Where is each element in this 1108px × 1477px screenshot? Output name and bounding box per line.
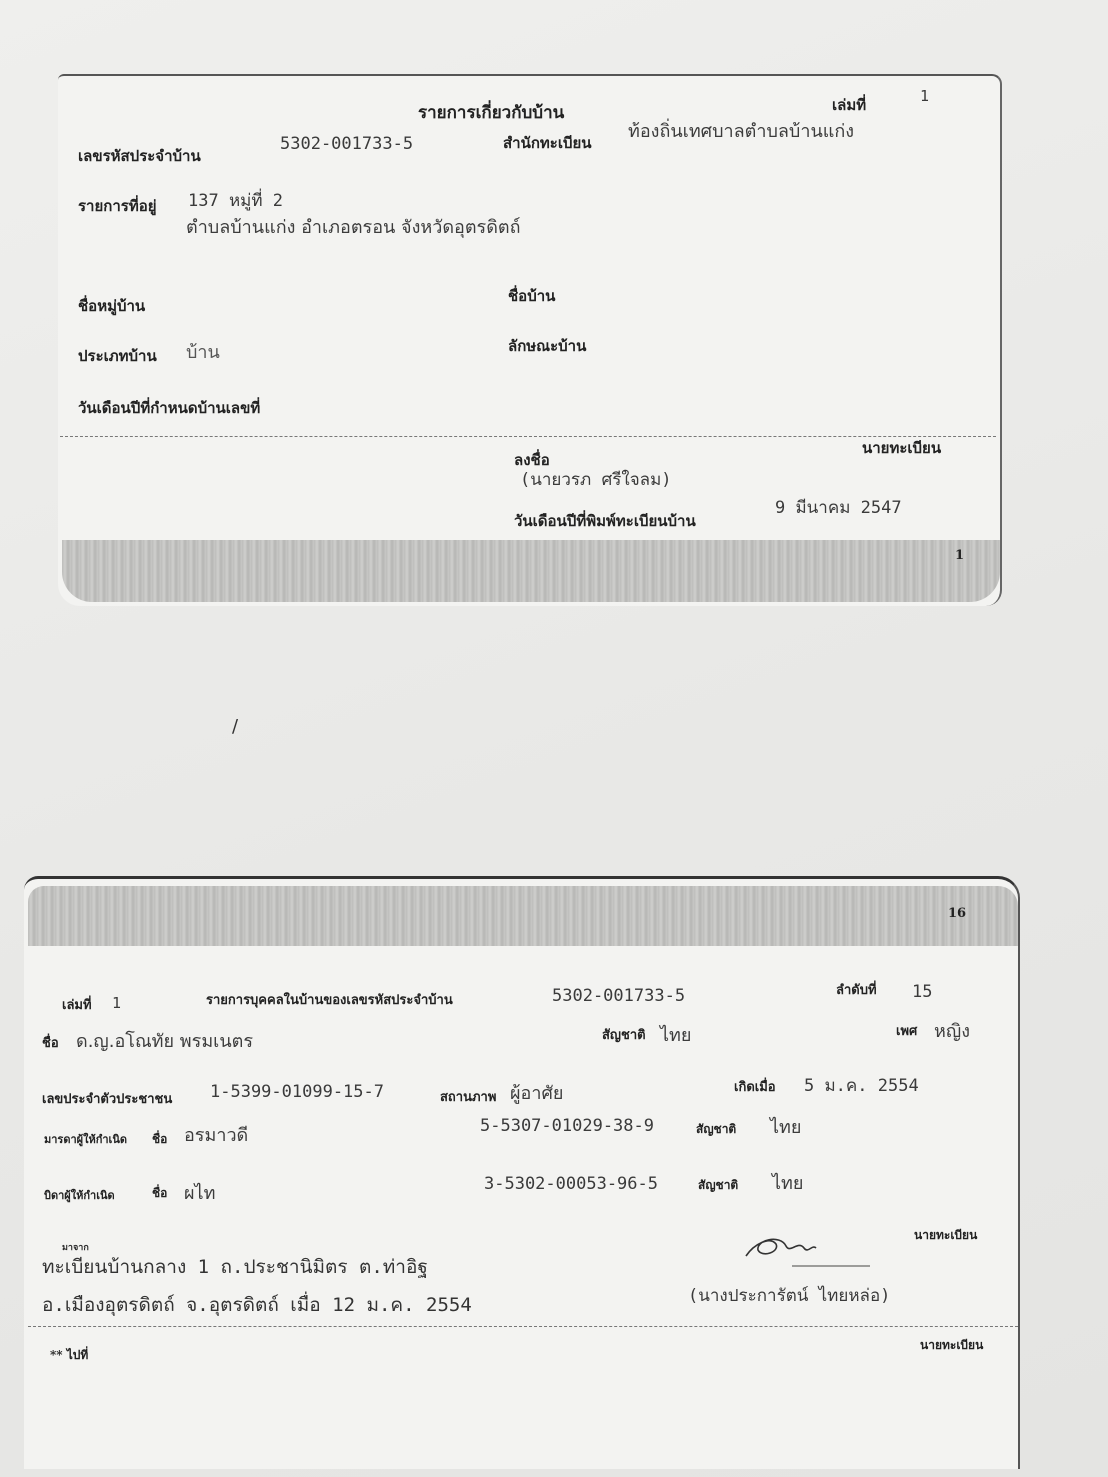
house-type-value: บ้าน (186, 342, 220, 363)
house-code-label: เลขรหัสประจำบ้าน (78, 147, 201, 165)
registrar-signature (740, 1226, 874, 1272)
village-name-label: ชื่อหมู่บ้าน (78, 297, 146, 315)
house-name-label: ชื่อบ้าน (508, 287, 556, 305)
print-date-label: วันเดือนปีที่พิมพ์ทะเบียนบ้าน (514, 512, 696, 530)
sex-value: หญิง (934, 1021, 970, 1042)
volume-label: เล่มที่ (62, 998, 92, 1013)
moved-from-line1: ทะเบียนบ้านกลาง 1 ถ.ประชานิมิตร ต.ท่าอิฐ (42, 1256, 428, 1278)
name-value: ด.ญ.อโณทัย พรมเนตร (76, 1031, 253, 1052)
name-label: ชื่อ (42, 1036, 59, 1051)
page-number: 16 (948, 906, 967, 921)
sex-label: เพศ (896, 1024, 918, 1039)
father-id: 3-5302-00053-96-5 (484, 1174, 658, 1194)
print-date-value: 9 มีนาคม 2547 (775, 498, 902, 518)
father-label: บิดาผู้ให้กำเนิด (44, 1189, 115, 1202)
registry-office-label: สำนักทะเบียน (503, 134, 592, 152)
address-line1: 137 หมู่ที่ 2 (188, 191, 284, 211)
volume-value: 1 (920, 87, 930, 105)
registrar-label: นายทะเบียน (914, 1228, 978, 1242)
father-name-label: ชื่อ (152, 1186, 168, 1200)
mother-label: มารดาผู้ให้กำเนิด (44, 1133, 127, 1146)
status-value: ผู้อาศัย (510, 1083, 564, 1104)
card-top-band (28, 886, 1018, 946)
id-label: เลขประจำตัวประชาชน (42, 1092, 173, 1107)
registrar-label: นายทะเบียน (862, 439, 942, 457)
person-list-label: รายการบุคคลในบ้านของเลขรหัสประจำบ้าน (206, 993, 453, 1008)
order-label: ลำดับที่ (836, 983, 877, 998)
volume-label: เล่มที่ (832, 96, 867, 114)
moved-from-line2: อ.เมืองอุตรดิตถ์ จ.อุตรดิตถ์ เมื่อ 12 ม.ค. 2554 (42, 1294, 472, 1316)
address-label: รายการที่อยู่ (78, 197, 157, 215)
page-number: 1 (955, 548, 965, 563)
born-label: เกิดเมื่อ (734, 1080, 776, 1095)
date-assigned-label: วันเดือนปีที่กำหนดบ้านเลขที่ (78, 399, 261, 417)
mother-nationality-value: ไทย (770, 1117, 802, 1138)
person-record-card (24, 876, 1020, 1469)
signer-name: (นายวรภ ศรีใจลม) (520, 470, 672, 490)
address-line2: ตำบลบ้านแก่ง อำเภอตรอน จังหวัดอุตรดิตถ์ (186, 217, 521, 238)
status-label: สถานภาพ (440, 1090, 497, 1105)
mother-id: 5-5307-01029-38-9 (480, 1116, 654, 1136)
house-character-label: ลักษณะบ้าน (508, 337, 587, 355)
signed-label: ลงชื่อ (514, 451, 550, 469)
house-code-value: 5302-001733-5 (280, 134, 414, 154)
father-nationality-value: ไทย (772, 1173, 804, 1194)
born-value: 5 ม.ค. 2554 (804, 1076, 919, 1096)
registrar-label-bottom: นายทะเบียน (920, 1338, 984, 1352)
bullet-marks: ** (50, 1348, 67, 1362)
house-type-label: ประเภทบ้าน (78, 347, 157, 365)
divider (28, 1326, 1018, 1327)
moved-to-label (50, 1346, 88, 1365)
divider (60, 436, 996, 437)
nationality-label: สัญชาติ (602, 1028, 646, 1043)
mother-name-label: ชื่อ (152, 1132, 168, 1146)
volume-value: 1 (112, 994, 122, 1012)
mother-name: อรมาวดี (184, 1125, 249, 1146)
house-code-value: 5302-001733-5 (552, 986, 686, 1006)
father-name: ผไท (184, 1183, 216, 1204)
mother-nationality-label: สัญชาติ (696, 1122, 737, 1136)
order-value: 15 (912, 982, 933, 1002)
father-nationality-label: สัญชาติ (698, 1178, 739, 1192)
stray-mark: / (232, 716, 239, 737)
moved-from-label: มาจาก (62, 1243, 89, 1253)
nationality-value: ไทย (660, 1025, 692, 1046)
moved-to-text: ไปที่ (66, 1348, 89, 1362)
registry-office-value: ท้องถิ่นเทศบาลตำบลบ้านแก่ง (628, 121, 855, 142)
card-bottom-band (62, 540, 1000, 602)
registrar-name: (นางประการัตน์ ไทยหล่อ) (688, 1286, 891, 1306)
id-value: 1-5399-01099-15-7 (210, 1082, 384, 1102)
house-record-title: รายการเกี่ยวกับบ้าน (418, 103, 565, 123)
